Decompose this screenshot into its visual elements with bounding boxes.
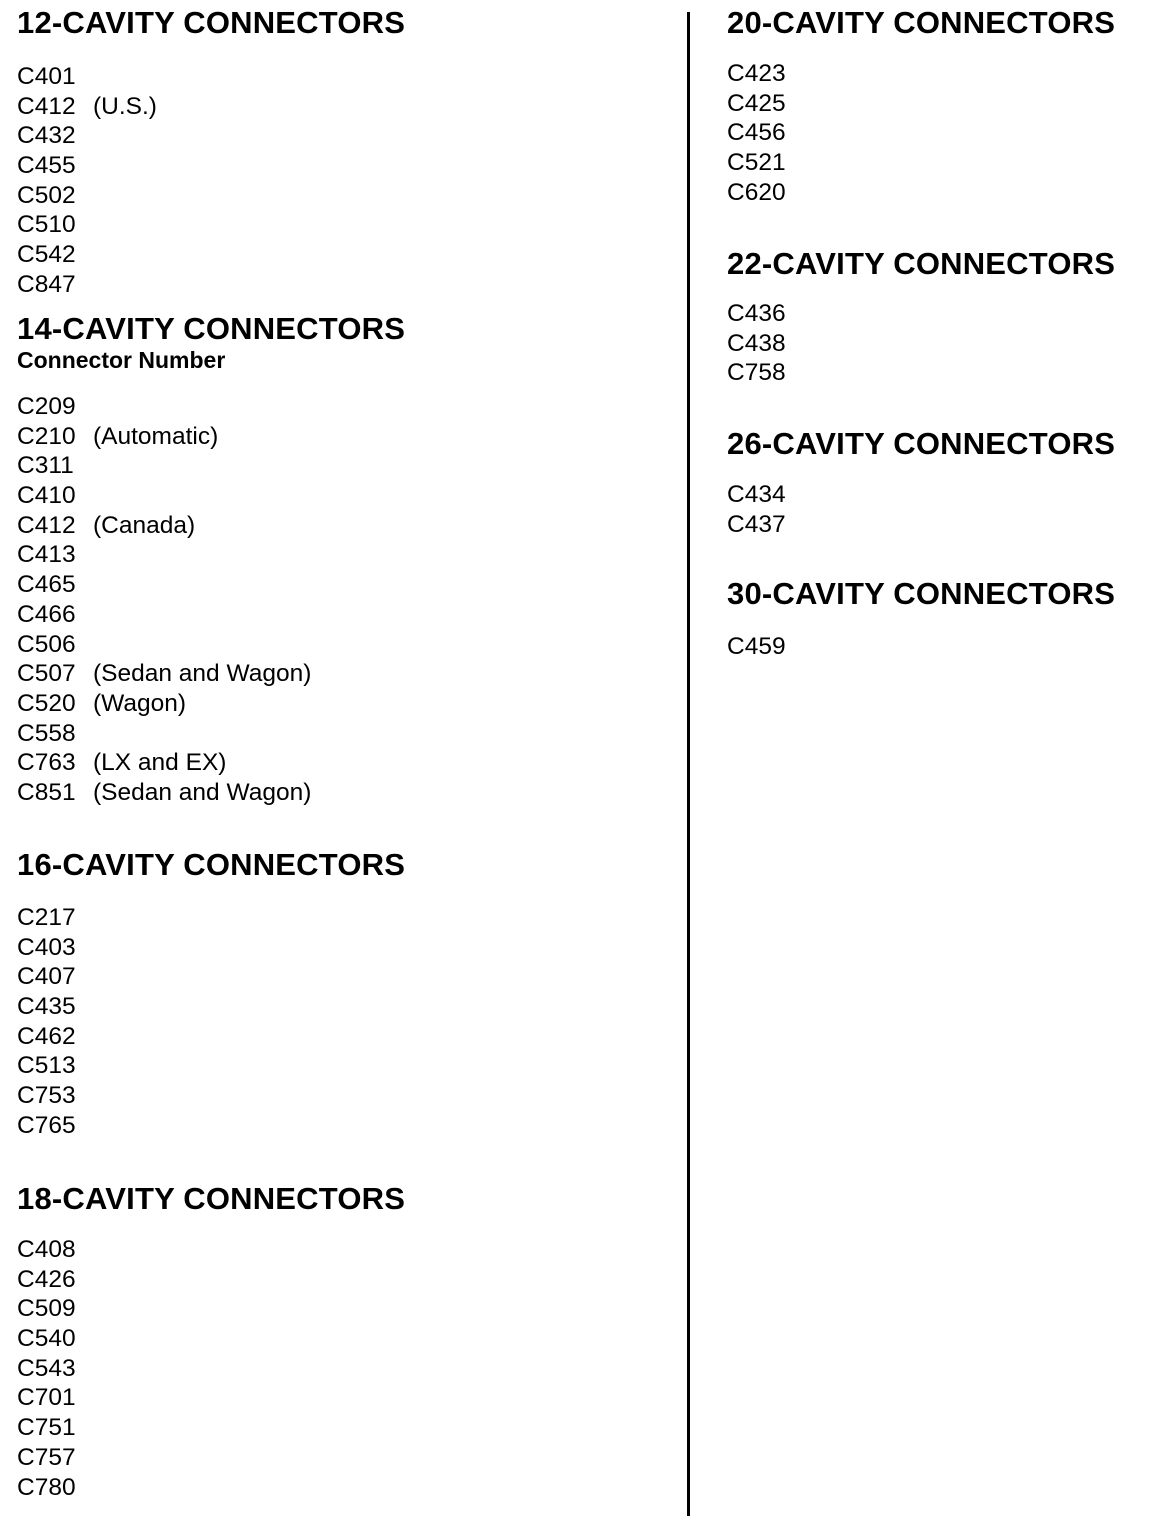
connector-code: C847 (17, 270, 76, 298)
connector-code: C558 (17, 719, 76, 747)
section-30-cavity (727, 577, 1115, 662)
list-item (17, 689, 405, 719)
list-item (17, 451, 405, 481)
list-item (17, 151, 405, 181)
connector-code: C507 (17, 660, 76, 688)
list-item (17, 1022, 405, 1052)
list-item (17, 600, 405, 630)
connector-code: C462 (17, 1022, 76, 1050)
connector-code: C753 (17, 1082, 76, 1110)
connector-code: C432 (17, 122, 76, 150)
section-heading: 26-CAVITY CONNECTORS (727, 426, 1116, 461)
section-heading: 30-CAVITY CONNECTORS (727, 576, 1116, 611)
list-item (727, 178, 1115, 208)
list-item (727, 510, 1115, 540)
connector-list (727, 632, 1115, 662)
connector-list (727, 480, 1115, 539)
connector-code: C455 (17, 152, 76, 180)
connector-code: C217 (17, 904, 76, 931)
connector-code: C780 (17, 1473, 76, 1501)
connector-note: (U.S.) (93, 92, 157, 120)
connector-note: (Sedan and Wagon) (93, 660, 312, 688)
connector-code: C403 (17, 933, 76, 961)
section-heading: 20-CAVITY CONNECTORS (727, 5, 1116, 40)
connector-code: C459 (727, 633, 786, 660)
list-item (17, 1235, 405, 1265)
section-heading: 12-CAVITY CONNECTORS (17, 5, 406, 40)
connector-list (17, 392, 405, 808)
connector-code: C751 (17, 1414, 76, 1442)
section-heading: 18-CAVITY CONNECTORS (17, 1181, 406, 1216)
list-item (17, 778, 405, 808)
list-item (17, 1413, 405, 1443)
list-item (17, 481, 405, 511)
list-item (17, 903, 405, 933)
connector-code: C763 (17, 749, 76, 777)
connector-code: C410 (17, 482, 76, 510)
connector-code: C851 (17, 778, 76, 806)
section-18-cavity (17, 1182, 405, 1502)
connector-code: C466 (17, 600, 76, 628)
connector-code: C540 (17, 1325, 76, 1353)
connector-code: C426 (17, 1265, 76, 1293)
section-heading: 14-CAVITY CONNECTORS (17, 311, 406, 346)
list-item (727, 89, 1115, 119)
list-item (17, 181, 405, 211)
list-item (727, 480, 1115, 510)
connector-code: C436 (727, 300, 786, 327)
connector-code: C757 (17, 1443, 76, 1471)
connector-list (727, 59, 1115, 207)
connector-code: C438 (727, 329, 786, 357)
connector-code: C509 (17, 1295, 76, 1323)
section-subheading: Connector Number (17, 347, 226, 373)
list-item (727, 59, 1115, 89)
connector-code: C758 (727, 359, 786, 387)
connector-code: C401 (17, 63, 76, 90)
connector-code: C413 (17, 541, 76, 569)
list-item (17, 1111, 405, 1141)
connector-list (17, 903, 405, 1141)
list-item (17, 1324, 405, 1354)
section-heading: 22-CAVITY CONNECTORS (727, 246, 1116, 281)
list-item (17, 422, 405, 452)
connector-code: C412 (17, 92, 76, 120)
connector-code: C506 (17, 630, 76, 658)
connector-note: (Sedan and Wagon) (93, 778, 312, 806)
connector-code: C311 (17, 452, 74, 480)
section-12-cavity (17, 6, 405, 300)
list-item (17, 392, 405, 422)
section-16-cavity (17, 848, 405, 1141)
connector-code: C435 (17, 993, 76, 1021)
connector-note: (LX and EX) (93, 749, 227, 777)
list-item (727, 299, 1115, 329)
list-item (17, 1473, 405, 1503)
section-22-cavity (727, 247, 1115, 388)
section-26-cavity (727, 427, 1115, 539)
list-item (17, 719, 405, 749)
connector-code: C465 (17, 571, 76, 599)
list-item (17, 1443, 405, 1473)
connector-code: C437 (727, 510, 786, 538)
list-item (727, 329, 1115, 359)
section-heading: 16-CAVITY CONNECTORS (17, 847, 406, 882)
list-item (17, 1383, 405, 1413)
connector-note: (Automatic) (93, 422, 219, 450)
list-item (17, 570, 405, 600)
connector-code: C456 (727, 119, 786, 147)
list-item (17, 933, 405, 963)
list-item (17, 240, 405, 270)
list-item (17, 62, 405, 92)
connector-note: (Wagon) (93, 689, 187, 717)
connector-list (727, 299, 1115, 388)
connector-code: C412 (17, 511, 76, 539)
connector-code: C502 (17, 181, 76, 209)
list-item (727, 632, 1115, 662)
list-item (727, 118, 1115, 148)
list-item (17, 210, 405, 240)
list-item (17, 270, 405, 300)
list-item (17, 1081, 405, 1111)
connector-code: C434 (727, 481, 786, 508)
list-item (17, 511, 405, 541)
connector-note: (Canada) (93, 511, 196, 539)
connector-code: C520 (17, 689, 76, 717)
connector-code: C425 (727, 89, 786, 117)
list-item (17, 962, 405, 992)
list-item (17, 992, 405, 1022)
list-item (17, 1051, 405, 1081)
connector-code: C510 (17, 211, 76, 239)
list-item (17, 1294, 405, 1324)
connector-code: C209 (17, 393, 76, 420)
list-item (17, 748, 405, 778)
list-item (17, 630, 405, 660)
list-item (17, 121, 405, 151)
list-item (17, 92, 405, 122)
list-item (17, 659, 405, 689)
connector-code: C620 (727, 178, 786, 206)
connector-code: C542 (17, 241, 76, 269)
list-item (727, 358, 1115, 388)
connector-list (17, 1235, 405, 1502)
section-14-cavity (17, 312, 405, 808)
connector-code: C543 (17, 1354, 76, 1382)
column-divider (687, 12, 690, 1516)
connector-code: C408 (17, 1236, 76, 1263)
connector-code: C513 (17, 1052, 76, 1080)
list-item (17, 1265, 405, 1295)
list-item (17, 540, 405, 570)
connector-code: C210 (17, 422, 76, 450)
connector-code: C423 (727, 60, 786, 87)
list-item (727, 148, 1115, 178)
connector-code: C701 (17, 1384, 76, 1412)
section-20-cavity (727, 6, 1115, 207)
connector-code: C521 (727, 149, 786, 177)
connector-code: C765 (17, 1111, 76, 1139)
list-item (17, 1354, 405, 1384)
connector-code: C407 (17, 963, 76, 991)
connector-list (17, 62, 405, 300)
